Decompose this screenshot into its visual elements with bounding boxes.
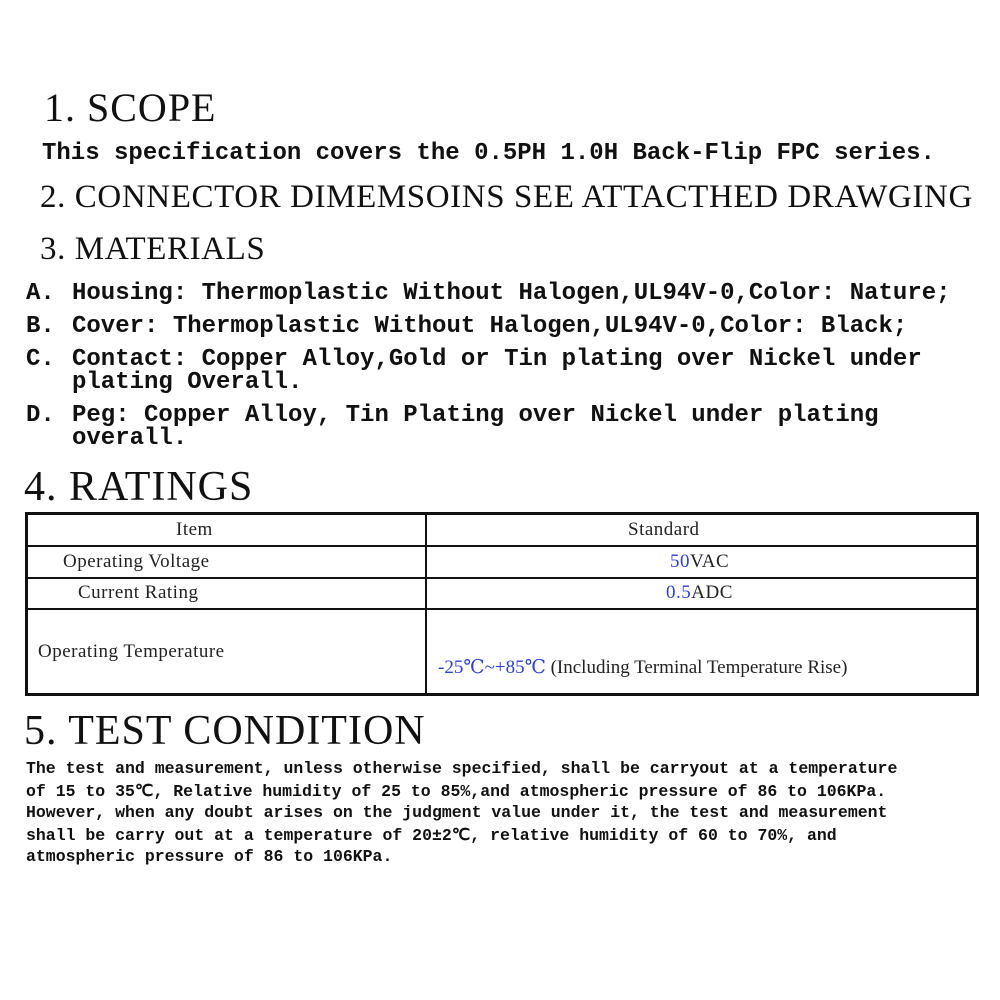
table-row-divider [28, 577, 976, 579]
col-header-item: Item [176, 519, 213, 540]
voltage-number: 50 [670, 551, 690, 572]
ratings-heading: 4. RATINGS [24, 464, 254, 510]
row-item-temperature: Operating Temperature [38, 641, 225, 662]
material-marker-b: B. [26, 313, 55, 340]
test-line: The test and measurement, unless otherwise specified, shall be carryout at a temperature [26, 759, 898, 778]
test-line: shall be carry out at a temperature of 20±2℃, relative humidity of 60 to 70%, and [26, 826, 837, 845]
material-contact-cont: plating Overall. [72, 369, 303, 396]
test-line: of 15 to 35℃, Relative humidity of 25 to 85%,and atmospheric pressure of 86 to 106KPa. [26, 782, 887, 801]
material-marker-d: D. [26, 402, 55, 429]
table-column-divider [425, 515, 427, 693]
material-peg: Peg: Copper Alloy, Tin Plating over Nickel under plating [72, 402, 879, 429]
material-contact: Contact: Copper Alloy,Gold or Tin plating over Nickel under [72, 346, 922, 373]
test-line: atmospheric pressure of 86 to 106KPa. [26, 847, 393, 866]
material-marker-c: C. [26, 346, 55, 373]
row-value-temperature [438, 656, 847, 679]
ratings-table [25, 512, 979, 696]
material-peg-cont: overall. [72, 425, 188, 452]
table-row-divider [28, 545, 976, 547]
temperature-range: -25℃~+85℃ [438, 657, 546, 678]
material-cover: Cover: Thermoplastic Without Halogen,UL94V-0,Color: Black; [72, 313, 908, 340]
material-marker-a: A. [26, 280, 55, 307]
row-item-current: Current Rating [78, 582, 199, 603]
test-heading: 5. TEST CONDITION [24, 708, 426, 754]
current-number: 0.5 [666, 582, 692, 603]
scope-heading: 1. SCOPE [44, 85, 217, 130]
current-unit: ADC [691, 582, 733, 603]
row-value-voltage [670, 551, 729, 573]
scope-text: This specification covers the 0.5PH 1.0H Back-Flip FPC series. [42, 140, 935, 167]
voltage-unit: VAC [690, 551, 730, 572]
temperature-note: (Including Terminal Temperature Rise) [545, 657, 848, 678]
materials-heading: 3. MATERIALS [40, 231, 266, 267]
row-item-voltage: Operating Voltage [63, 551, 210, 572]
dimensions-heading: 2. CONNECTOR DIMEMSOINS SEE ATTACTHED DRAWGING [40, 179, 973, 215]
col-header-standard: Standard [628, 519, 700, 540]
test-line: However, when any doubt arises on the judgment value under it, the test and measurement [26, 803, 888, 822]
row-value-current [666, 582, 733, 604]
table-row-divider [28, 608, 976, 610]
material-housing: Housing: Thermoplastic Without Halogen,UL94V-0,Color: Nature; [72, 280, 951, 307]
